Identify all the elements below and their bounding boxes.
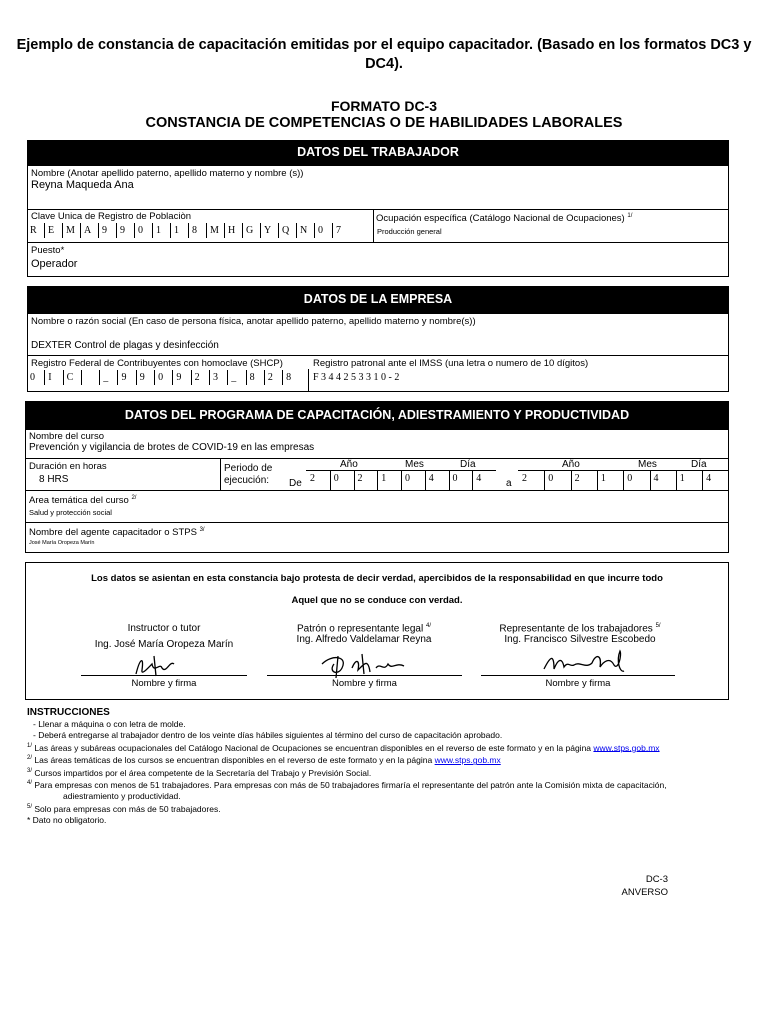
divider (597, 470, 598, 490)
instruction-text: Solo para empresas con más de 50 trabajadores. (34, 803, 221, 814)
intro-title: Ejemplo de constancia de capacitación emitidas por el equipo capacitador. (Basado en los formatos DC3 y DC4). (16, 37, 752, 72)
instruction-item: * Dato no obligatorio. (27, 814, 107, 825)
date-digit: 4 (428, 473, 434, 484)
char-cell: 9 (117, 223, 135, 238)
agente-field[interactable]: José María Oropeza Marín (29, 540, 95, 546)
empresa-header: DATOS DE LA EMPRESA (27, 286, 729, 313)
char-cell: C (64, 370, 82, 385)
nombre-label: Nombre (Anotar apellido paterno, apellido materno y nombre (s)) (31, 168, 304, 179)
date-digit: 0 (405, 473, 410, 484)
area-label (29, 493, 136, 506)
char-cell: 0 (27, 370, 45, 385)
char-cell: E (45, 223, 63, 238)
char-cell: 3 (210, 370, 228, 385)
duracion-field[interactable]: 8 HRS (39, 474, 69, 485)
area-label-text: Area temática del curso (29, 495, 129, 507)
agente-label (29, 525, 205, 538)
divider (27, 209, 729, 210)
char-cell: 8 (247, 370, 265, 385)
constancia-title: CONSTANCIA DE COMPETENCIAS O DE HABILIDADES LABORALES (145, 115, 623, 131)
programa-header: DATOS DEL PROGRAMA DE CAPACITACIÓN, ADIESTRAMIENTO Y PRODUCTIVIDAD (25, 401, 729, 429)
firma-label: Nombre y firma (332, 678, 397, 689)
date-digit: 4 (476, 473, 482, 484)
char-cell: _ (228, 370, 246, 385)
date-digit: 2 (574, 473, 580, 484)
divider (425, 470, 426, 490)
date-digit: 1 (679, 473, 685, 484)
patron-role (272, 623, 456, 634)
char-cell: _ (100, 370, 118, 385)
char-cell: 1 (153, 223, 171, 238)
divider (220, 458, 221, 490)
char-cell: 7 (336, 225, 341, 236)
imss-label: Registro patronal ante el IMSS (una letra o numero de 10 dígitos) (313, 358, 589, 369)
date-digit: 4 (653, 473, 659, 484)
date-digit: 1 (600, 473, 606, 484)
periodo-label-1: Periodo de (224, 463, 273, 474)
char-cell: 9 (118, 370, 136, 385)
char-cell: R (27, 223, 45, 238)
dia-header: Día (460, 459, 476, 470)
char-cell: 0 (135, 223, 153, 238)
patron-name: Ing. Alfredo Valdelamar Reyna (296, 634, 432, 645)
char-cell: G (243, 223, 261, 238)
footer-code: DC-3 (645, 874, 668, 885)
instruction-text: Para empresas con menos de 51 trabajadores. Para empresas con más de 50 trabajadores firmaría el representante del patrón ante la Comisión mixta de capacitación, (34, 780, 667, 791)
curso-field[interactable]: Prevención y vigilancia de brotes de COVID-19 en las empresas (29, 442, 315, 453)
footnote-mark: 2/ (131, 495, 137, 501)
date-digit: 2 (357, 473, 363, 484)
a-label: a (506, 478, 512, 489)
date-digit: 0 (333, 473, 339, 484)
instruction-item (27, 766, 747, 779)
ocupacion-label-text: Ocupación específica (Catálogo Nacional de Ocupaciones) (376, 213, 625, 225)
dia-header: Día (691, 459, 707, 470)
rfc-label: Registro Federal de Contribuyentes con homoclave (SHCP) (31, 358, 283, 369)
footnote-mark: 1/ (27, 742, 33, 749)
declaracion-line-2: Aquel que no se conduce con verdad. (291, 595, 463, 606)
char-cell: 9 (137, 370, 155, 385)
fecha-fin-field[interactable] (518, 470, 729, 490)
representante-name: Ing. Francisco Silvestre Escobedo (504, 634, 656, 645)
ocupacion-label (376, 211, 632, 224)
char-cell: I (45, 370, 63, 385)
razon-label: Nombre o razón social (En caso de persona física, anotar apellido paterno, apellido materno y nombre(s)) (31, 316, 476, 327)
puesto-field[interactable]: Operador (31, 258, 78, 270)
instrucciones (27, 707, 747, 825)
char-cell: 1 (171, 223, 189, 238)
divider (702, 470, 703, 490)
char-cell: N (297, 223, 315, 238)
duracion-label: Duración en horas (29, 461, 107, 472)
rfc-field[interactable] (27, 370, 301, 385)
date-digit: 0 (548, 473, 554, 484)
divider (377, 470, 378, 490)
fecha-inicio-field[interactable] (306, 470, 496, 490)
char-cell: 9 (99, 223, 117, 238)
instruction-text: Las áreas temáticas de los cursos se encuentran disponibles en el reverso de este formato y en la página (34, 755, 433, 766)
char-cell: 9 (173, 370, 191, 385)
instrucciones-title: INSTRUCCIONES (27, 707, 110, 718)
representante-role (485, 623, 675, 634)
char-cell: 0 (155, 370, 173, 385)
instruction-text: Cursos impartidos por el área competente de la Secretaría del Trabajo y Previsión Social. (34, 767, 372, 778)
stps-link[interactable]: www.stps.gob.mx (593, 742, 660, 753)
ocupacion-field[interactable]: Producción general (377, 227, 442, 236)
char-cell: 2 (192, 370, 210, 385)
footnote-mark: 4/ (425, 623, 431, 629)
trabajador-header: DATOS DEL TRABAJADOR (27, 140, 729, 165)
de-label: De (289, 478, 302, 489)
footnote-mark: 5/ (27, 803, 33, 810)
divider (308, 369, 309, 392)
divider (27, 355, 729, 356)
curp-label: Clave Unica de Registro de Poblaciòn (31, 211, 192, 222)
footnote-mark: 1/ (627, 213, 633, 219)
firma-label: Nombre y firma (131, 678, 197, 689)
instruction-item (27, 753, 747, 766)
divider (27, 242, 729, 243)
stps-link[interactable]: www.stps.gob.mx (434, 755, 501, 766)
instruction-item: - Llenar a máquina o con letra de molde. (33, 719, 186, 729)
divider (25, 458, 729, 459)
divider (25, 490, 729, 491)
format-title: FORMATO DC-3 (330, 98, 438, 114)
instruction-item: - Deberá entregarse al trabajador dentro de los veinte días hábiles siguientes al término del curso de capacitación aprobado. (33, 729, 503, 740)
divider (373, 209, 374, 242)
signature-line (481, 675, 675, 676)
area-field[interactable]: Salud y protección social (29, 508, 112, 517)
declaracion-line-1: Los datos se asientan en esta constancia bajo protesta de decir verdad, apercibidos de la responsabilidad en que incurre todo (91, 573, 663, 584)
footer-side: ANVERSO (621, 887, 668, 898)
date-digit: 0 (452, 473, 458, 484)
char-cell: 2 (265, 370, 283, 385)
divider (449, 470, 450, 490)
char-cell: A (81, 223, 99, 238)
divider (650, 470, 651, 490)
anio-header: Año (562, 459, 580, 470)
divider (571, 470, 572, 490)
curso-label: Nombre del curso (29, 431, 104, 442)
char-cell: 8 (189, 223, 207, 238)
patron-role-text: Patrón o representante legal (297, 623, 424, 635)
divider (354, 470, 355, 490)
anio-header: Año (340, 459, 358, 470)
divider (330, 470, 331, 490)
char-cell: M (63, 223, 81, 238)
curp-field[interactable] (27, 223, 351, 238)
divider (623, 470, 624, 490)
puesto-label: Puesto* (31, 245, 65, 256)
footnote-mark: 5/ (655, 623, 661, 629)
mes-header: Mes (405, 459, 424, 470)
agente-label-text: Nombre del agente capacitador o STPS (29, 527, 197, 539)
footnote-mark: 2/ (27, 755, 33, 762)
char-cell: 8 (286, 372, 292, 383)
char-cell: Q (279, 223, 297, 238)
char-cell: M (207, 223, 225, 238)
date-digit: 2 (310, 473, 315, 484)
footnote-mark: 3/ (27, 767, 33, 774)
footnote-mark: 3/ (199, 527, 205, 533)
representante-signature (540, 647, 630, 677)
firma-label: Nombre y firma (545, 678, 611, 689)
char-cell: 0 (315, 223, 333, 238)
instruction-item (27, 802, 747, 815)
instruction-text: Las áreas y subáreas ocupacionales del Catálogo Nacional de Ocupaciones se encuentran disponibles en el reverso de este formato y en la página (34, 742, 592, 753)
instruction-item (27, 778, 747, 791)
divider (544, 470, 545, 490)
date-digit: 1 (381, 473, 387, 484)
mes-header: Mes (638, 459, 657, 470)
footnote-mark: 4/ (27, 780, 33, 787)
divider (25, 522, 729, 523)
date-digit: 2 (522, 473, 527, 484)
signature-line (81, 675, 247, 676)
instructor-role: Instructor o tutor (127, 623, 201, 634)
char-cell: H (225, 223, 243, 238)
nombre-field[interactable]: Reyna Maqueda Ana (31, 179, 134, 191)
char-cell (82, 370, 100, 385)
instruction-item (27, 741, 747, 754)
date-digit: 4 (706, 473, 712, 484)
instructor-name: Ing. José María Oropeza Marín (94, 639, 234, 650)
signature-line (267, 675, 462, 676)
divider (401, 470, 402, 490)
date-digit: 0 (627, 473, 633, 484)
instruction-item: adiestramiento y productividad. (63, 791, 181, 802)
imss-field[interactable]: F 3 4 4 2 5 3 3 1 0 - 2 (313, 372, 400, 383)
razon-field[interactable]: DEXTER Control de plagas y desinfección (31, 340, 219, 351)
representante-role-text: Representante de los trabajadores (499, 623, 653, 635)
periodo-label-2: ejecución: (224, 475, 270, 486)
char-cell: Y (261, 223, 279, 238)
divider (676, 470, 677, 490)
divider (472, 470, 473, 490)
